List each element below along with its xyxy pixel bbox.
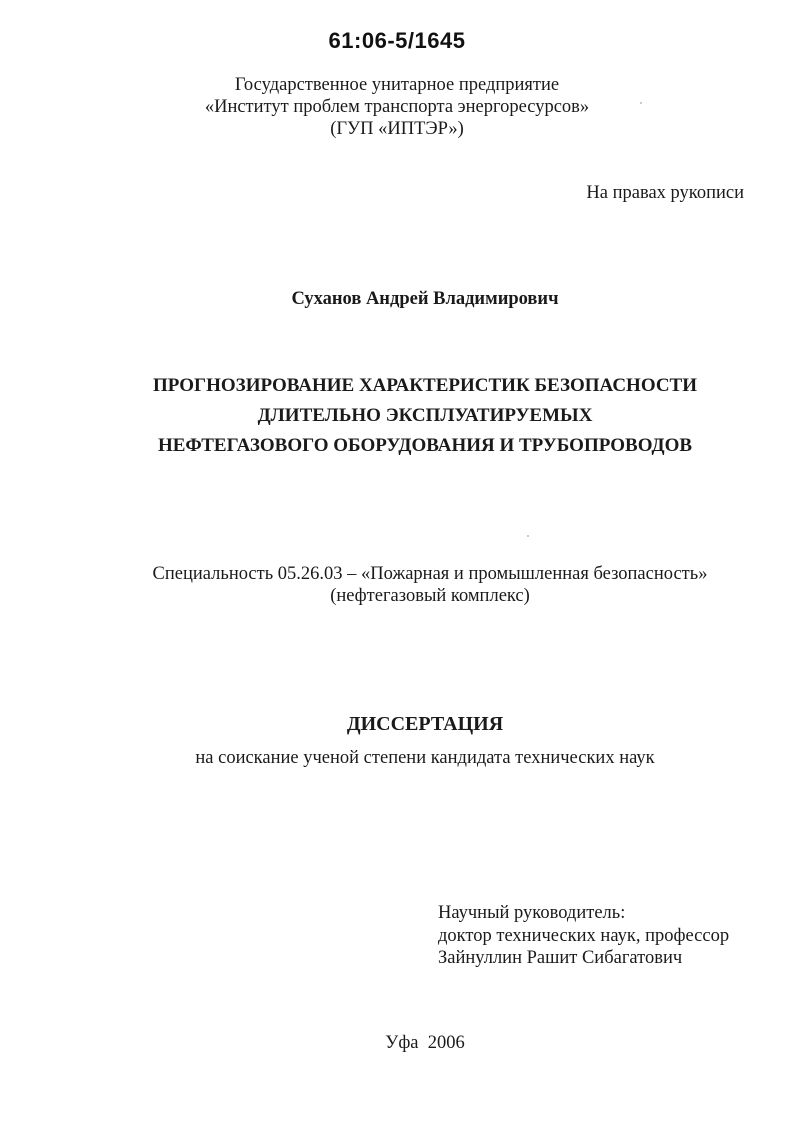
city-year: Уфа 2006 — [385, 1033, 465, 1053]
organization-line-1: Государственное унитарное предприятие — [234, 75, 560, 95]
specialty-block — [0, 563, 794, 607]
dissertation-heading: ДИССЕРТАЦИЯ — [346, 713, 504, 735]
dissertation-title — [0, 371, 794, 461]
title-line-3: НЕФТЕГАЗОВОГО ОБОРУДОВАНИЯ И ТРУБОПРОВОДОВ — [157, 435, 693, 456]
specialty-line-1: Специальность 05.26.03 – «Пожарная и промышленная безопасность» — [152, 564, 708, 584]
author-name: Суханов Андрей Владимирович — [291, 289, 559, 309]
specialty-line-2: (нефтегазовый комплекс) — [330, 586, 530, 606]
library-stamp-number: 61:06-5/1645 — [328, 28, 466, 53]
dissertation-subtitle: на соискание ученой степени кандидата технических наук — [195, 748, 655, 768]
organization-block — [0, 74, 794, 140]
advisor-label: Научный руководитель: — [438, 903, 626, 923]
advisor-degree: доктор технических наук, профессор — [438, 925, 730, 946]
scan-speck — [640, 102, 642, 104]
rights-note: На правах рукописи — [586, 183, 744, 203]
scan-speck — [527, 535, 529, 537]
title-line-2: ДЛИТЕЛЬНО ЭКСПЛУАТИРУЕМЫХ — [257, 405, 593, 426]
title-line-1: ПРОГНОЗИРОВАНИЕ ХАРАКТЕРИСТИК БЕЗОПАСНОСТИ — [152, 375, 697, 396]
organization-line-3: (ГУП «ИПТЭР») — [330, 119, 464, 139]
advisor-name: Зайнуллин Рашит Сибагатович — [438, 948, 683, 968]
organization-line-2: «Институт проблем транспорта энергоресурсов» — [204, 97, 590, 117]
advisor-block — [438, 902, 729, 970]
